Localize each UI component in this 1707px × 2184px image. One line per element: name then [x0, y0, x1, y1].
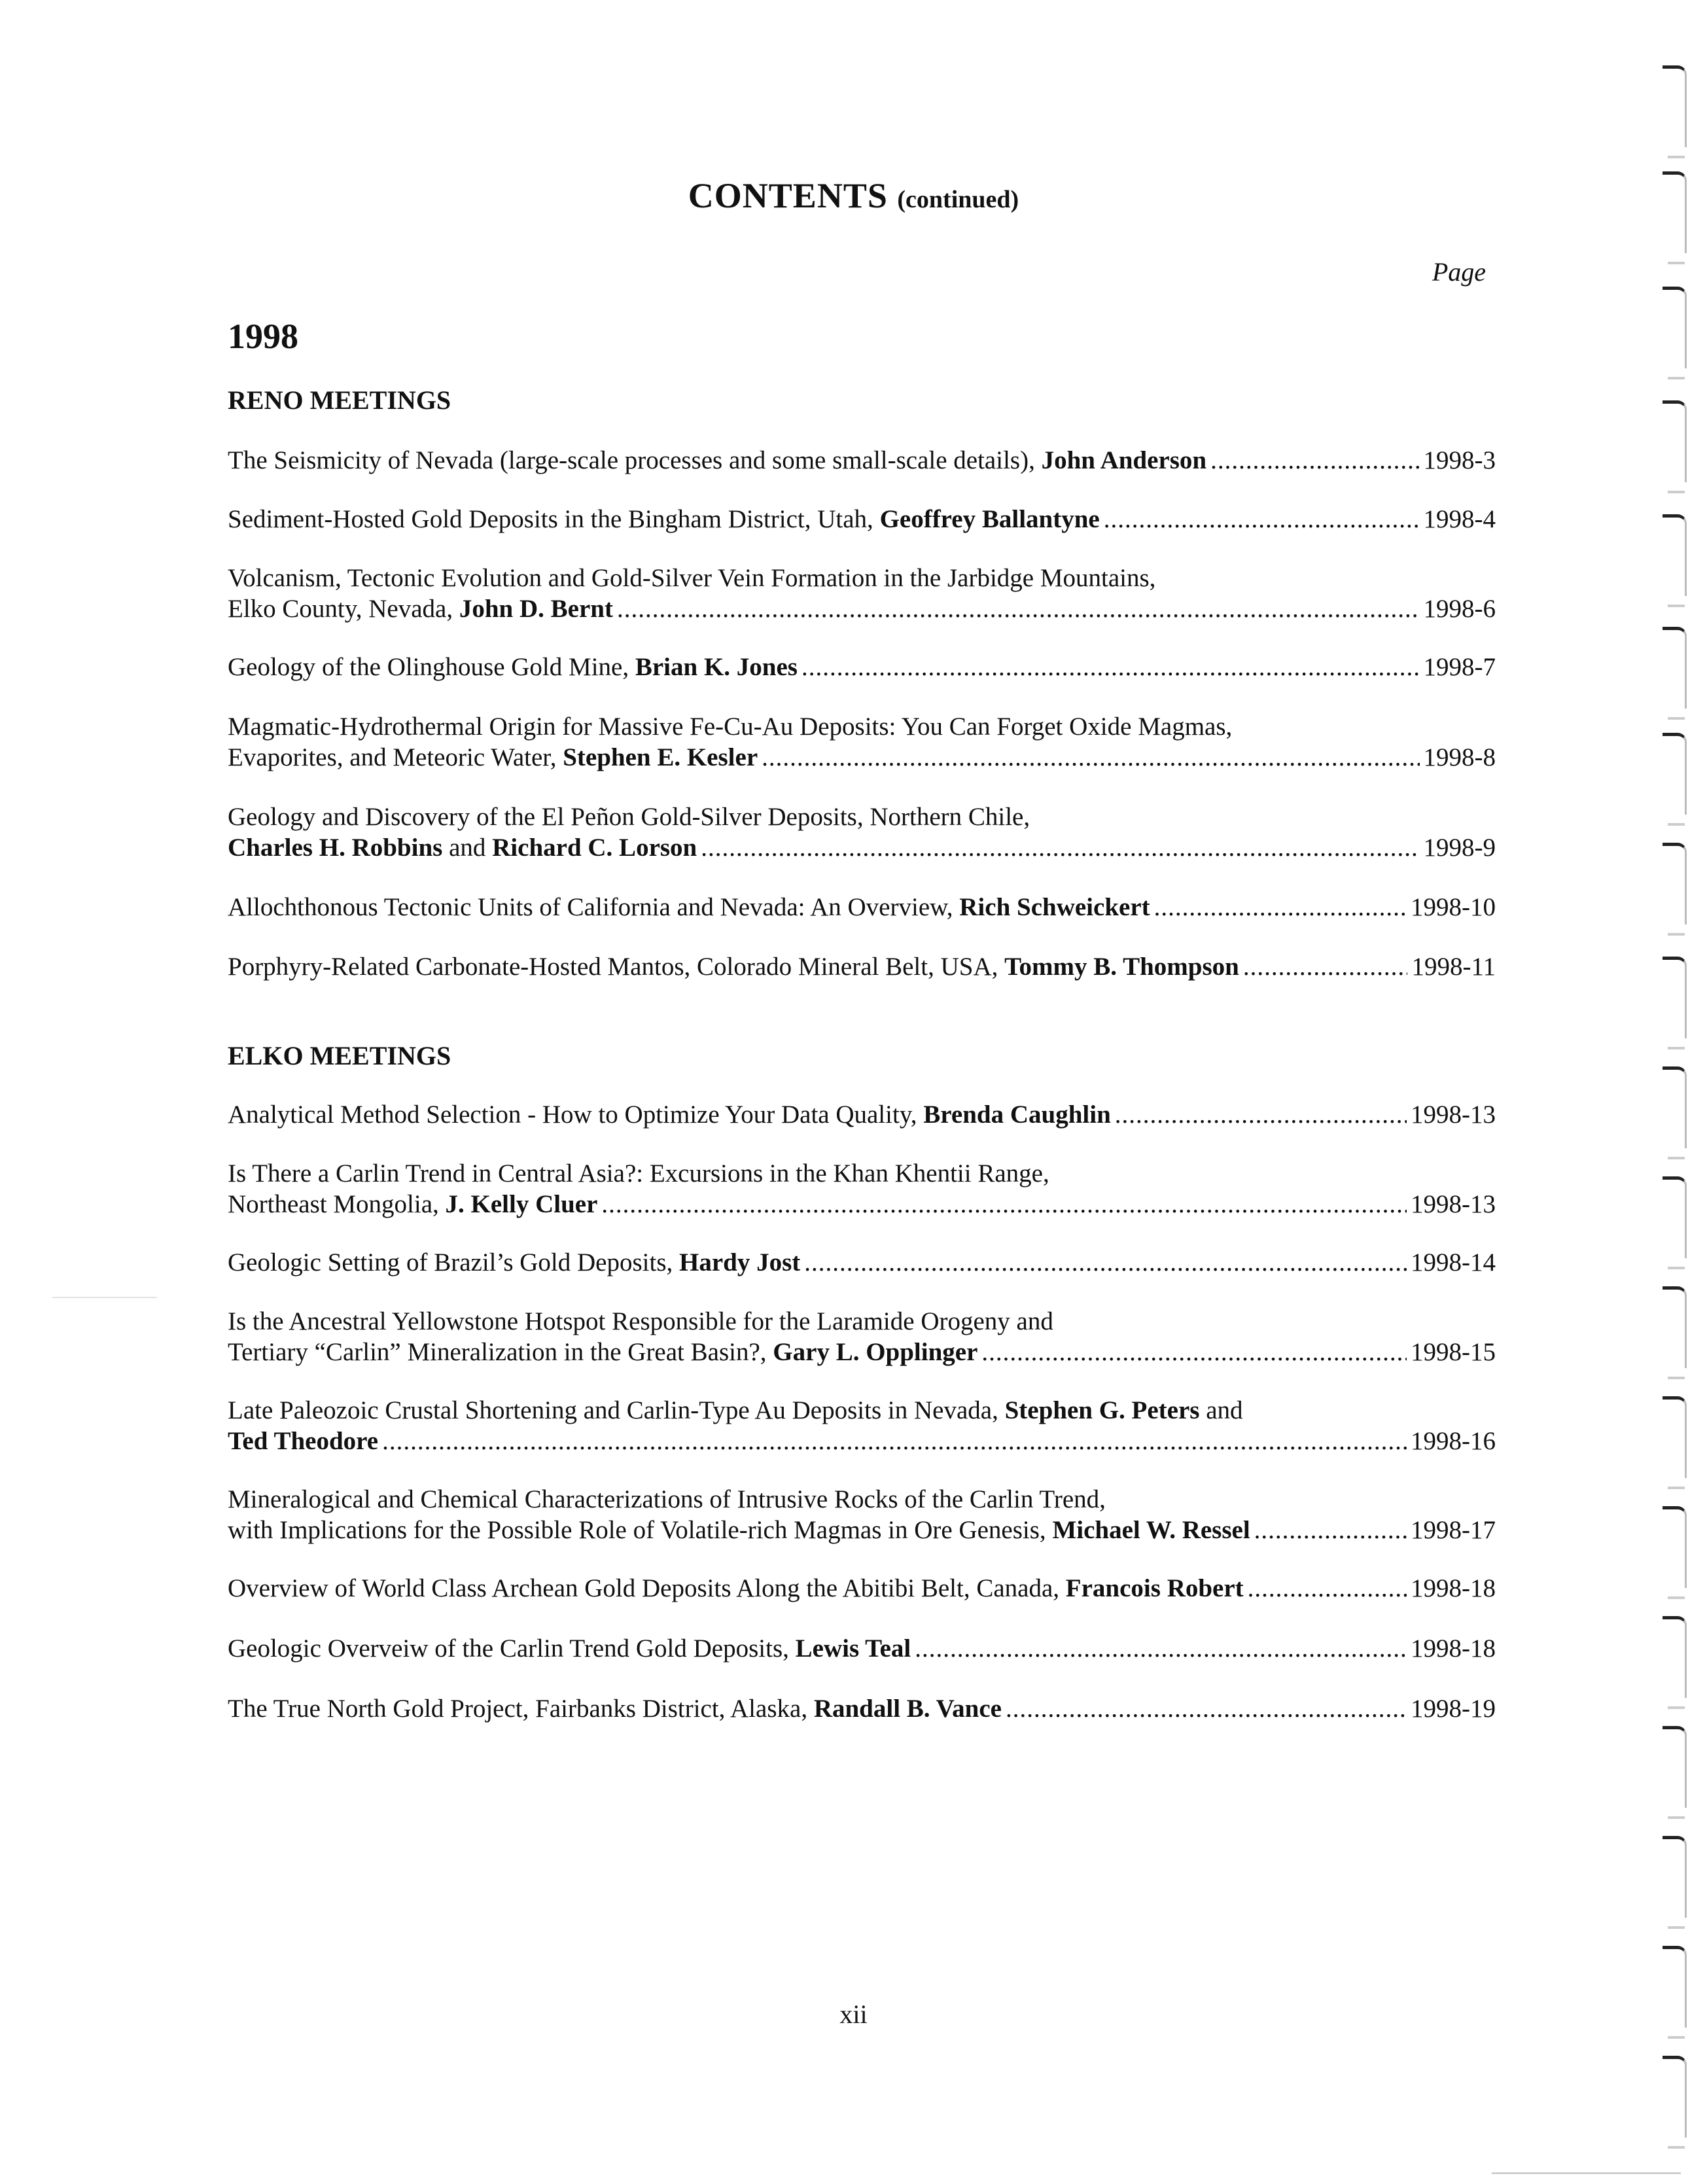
dot-leader [981, 1337, 1407, 1367]
toc-entry [228, 801, 1496, 863]
entry-page: 1998-18 [1411, 1634, 1496, 1663]
toc-entry [228, 1484, 1496, 1545]
entry-page: 1998-13 [1411, 1190, 1496, 1218]
dot-leader [1115, 1099, 1407, 1130]
dot-leader [1154, 892, 1407, 923]
binder-ring-mark [1663, 65, 1689, 164]
binder-ring-mark [1663, 1066, 1689, 1165]
entry-page: 1998-9 [1423, 834, 1496, 862]
binder-ring-mark [1663, 1176, 1689, 1275]
toc-entry [228, 1247, 1496, 1278]
entry-page: 1998-16 [1411, 1427, 1496, 1455]
entry-title: Analytical Method Selection - How to Optimize Your Data Quality, [228, 1101, 924, 1129]
binder-ring-mark [1663, 1836, 1689, 1934]
binder-ring-mark [1663, 733, 1689, 831]
entry-page: 1998-3 [1423, 446, 1496, 474]
binder-ring-mark [1663, 1396, 1689, 1494]
dot-leader [1104, 504, 1420, 535]
dot-leader [801, 652, 1420, 682]
entry-joiner: and [442, 834, 493, 862]
binder-ring-mark [1663, 1286, 1689, 1384]
entry-author: J. Kelly Cluer [445, 1190, 598, 1218]
entry-author: Gary L. Opplinger [773, 1338, 978, 1366]
dot-leader [1006, 1693, 1407, 1724]
entry-title: Overview of World Class Archean Gold Deposits Along the Abitibi Belt, Canada, [228, 1574, 1066, 1602]
entry-title: Tertiary “Carlin” Mineralization in the Great Basin?, [228, 1338, 773, 1366]
entry-author: Richard C. Lorson [492, 834, 697, 862]
entry-joiner: and [1199, 1396, 1243, 1424]
toc-entry [228, 1158, 1496, 1220]
entry-author: Francois Robert [1065, 1574, 1244, 1602]
dot-leader [1254, 1515, 1407, 1545]
entry-author: Brian K. Jones [635, 653, 798, 681]
year-heading: 1998 [228, 317, 298, 356]
entry-title: The Seismicity of Nevada (large-scale processes and some small-scale details), [228, 446, 1042, 474]
entry-title-line: Magmatic-Hydrothermal Origin for Massive Fe-Cu-Au Deposits: You Can Forget Oxide Magmas, [228, 713, 1233, 741]
entry-page: 1998-17 [1411, 1516, 1496, 1544]
title-subtitle: (continued) [897, 186, 1019, 213]
binder-ring-mark [1663, 171, 1689, 270]
entry-page: 1998-8 [1423, 743, 1496, 771]
section-heading-elko: ELKO MEETINGS [228, 1041, 451, 1070]
entry-page: 1998-13 [1411, 1101, 1496, 1129]
binder-ring-mark [1663, 1506, 1689, 1604]
entry-author: Lewis Teal [795, 1634, 911, 1663]
binder-ring-mark [1663, 287, 1689, 385]
entry-page: 1998-6 [1423, 595, 1496, 623]
entry-title: Porphyry-Related Carbonate-Hosted Mantos, Colorado Mineral Belt, USA, [228, 953, 1005, 981]
entry-page: 1998-10 [1411, 893, 1496, 921]
binder-ring-mark [1663, 843, 1689, 941]
entry-author: John D. Bernt [459, 595, 613, 623]
entry-title: Sediment-Hosted Gold Deposits in the Bingham District, Utah, [228, 505, 880, 533]
scan-artifact [52, 1297, 157, 1298]
entry-page: 1998-15 [1411, 1338, 1496, 1366]
entry-author: Michael W. Ressel [1052, 1516, 1250, 1544]
entry-title: Geologic Setting of Brazil’s Gold Deposits, [228, 1248, 680, 1277]
entry-title: Evaporites, and Meteoric Water, [228, 743, 563, 771]
page-number: xii [839, 1999, 868, 2029]
binder-ring-mark [1663, 400, 1689, 499]
binder-ring-mark [1663, 514, 1689, 612]
entry-title: Northeast Mongolia, [228, 1190, 446, 1218]
toc-entry [228, 892, 1496, 923]
page-title [0, 175, 1707, 216]
entry-author: Tommy B. Thompson [1004, 953, 1239, 981]
entry-title-line: Is the Ancestral Yellowstone Hotspot Responsible for the Laramide Orogeny and [228, 1307, 1053, 1335]
toc-entry [228, 711, 1496, 773]
toc-entry [228, 563, 1496, 624]
binder-ring-mark [1663, 957, 1689, 1055]
entry-page: 1998-18 [1411, 1574, 1496, 1602]
toc-entry [228, 1306, 1496, 1367]
entry-author: Randall B. Vance [813, 1695, 1002, 1723]
entry-author: Charles H. Robbins [228, 834, 443, 862]
entry-title: Geology of the Olinghouse Gold Mine, [228, 653, 635, 681]
dot-leader [617, 593, 1420, 624]
entry-title: Allochthonous Tectonic Units of California and Nevada: An Overview, [228, 893, 960, 921]
title-main: CONTENTS [688, 176, 888, 215]
entry-title-line: Geology and Discovery of the El Peñon Gold-Silver Deposits, Northern Chile, [228, 803, 1030, 831]
dot-leader [804, 1247, 1407, 1278]
toc-entry [228, 1573, 1496, 1604]
binder-ring-mark [1663, 1726, 1689, 1824]
entry-title-line: Is There a Carlin Trend in Central Asia?: Excursions in the Khan Khentii Range, [228, 1159, 1049, 1188]
entry-author: Hardy Jost [679, 1248, 801, 1277]
entry-page: 1998-7 [1423, 653, 1496, 681]
toc-entry [228, 445, 1496, 476]
entry-page: 1998-19 [1411, 1695, 1496, 1723]
dot-leader [382, 1426, 1407, 1456]
page-column-label: Page [1432, 257, 1486, 287]
dot-leader [1248, 1573, 1407, 1604]
entry-page: 1998-11 [1411, 953, 1496, 981]
dot-leader [762, 742, 1419, 773]
toc-entry [228, 1633, 1496, 1664]
entry-author: Brenda Caughlin [923, 1101, 1111, 1129]
toc-entry [228, 1395, 1496, 1456]
entry-author: Stephen E. Kesler [563, 743, 758, 771]
scan-artifact [1492, 2172, 1681, 2174]
entry-title: Late Paleozoic Crustal Shortening and Carlin-Type Au Deposits in Nevada, [228, 1396, 1005, 1424]
entry-title: with Implications for the Possible Role of Volatile-rich Magmas in Ore Genesis, [228, 1516, 1053, 1544]
toc-entry [228, 652, 1496, 682]
entry-title-line: Mineralogical and Chemical Characterizations of Intrusive Rocks of the Carlin Trend, [228, 1485, 1106, 1513]
entry-author: John Anderson [1041, 446, 1207, 474]
entry-title-line: Volcanism, Tectonic Evolution and Gold-Silver Vein Formation in the Jarbidge Mountains, [228, 564, 1156, 592]
entry-page: 1998-14 [1411, 1248, 1496, 1277]
entry-author: Rich Schweickert [959, 893, 1150, 921]
entry-page: 1998-4 [1423, 505, 1496, 533]
toc-entry [228, 504, 1496, 535]
entry-author: Stephen G. Peters [1004, 1396, 1200, 1424]
entry-title: The True North Gold Project, Fairbanks District, Alaska, [228, 1695, 814, 1723]
toc-entry [228, 951, 1496, 982]
dot-leader [601, 1189, 1407, 1220]
entry-title: Elko County, Nevada, [228, 595, 459, 623]
binder-ring-mark [1663, 1616, 1689, 1714]
entry-title: Geologic Overveiw of the Carlin Trend Gold Deposits, [228, 1634, 796, 1663]
dot-leader [701, 832, 1419, 863]
dot-leader [915, 1633, 1407, 1664]
toc-entry [228, 1693, 1496, 1724]
binder-ring-mark [1663, 2056, 1689, 2154]
entry-title-line [228, 1395, 1496, 1426]
binder-ring-mark [1663, 627, 1689, 725]
entry-author: Geoffrey Ballantyne [879, 505, 1100, 533]
entry-author: Ted Theodore [228, 1427, 379, 1455]
section-heading-reno: RENO MEETINGS [228, 385, 451, 415]
dot-leader [1243, 951, 1408, 982]
toc-entry [228, 1099, 1496, 1130]
binder-ring-mark [1663, 1946, 1689, 2044]
dot-leader [1210, 445, 1419, 476]
